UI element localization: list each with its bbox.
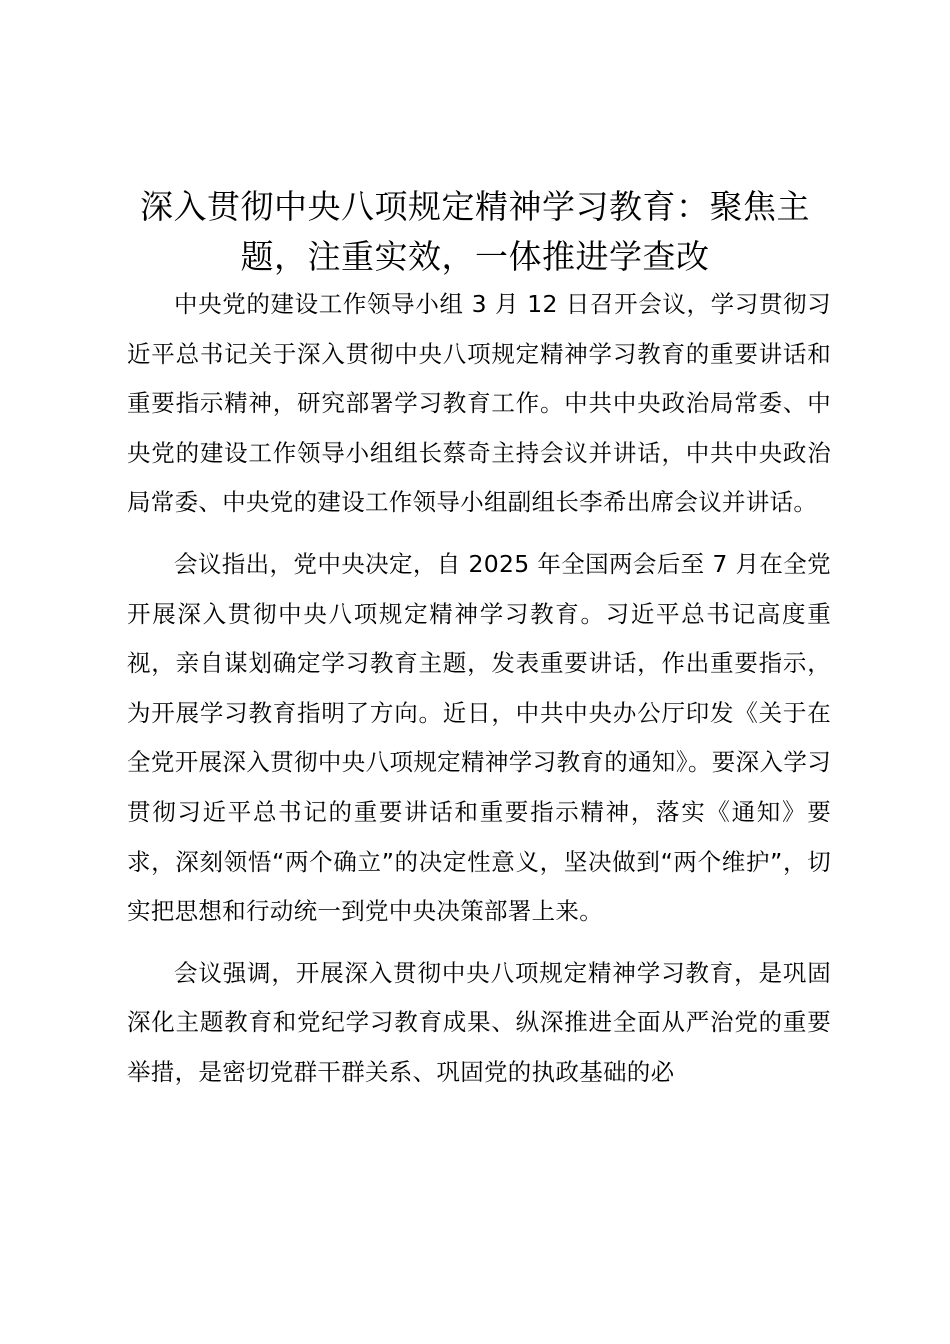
document-body xyxy=(127,280,831,1110)
document-title: 深入贯彻中央八项规定精神学习教育：聚焦主题，注重实效，一体推进学查改 xyxy=(140,187,810,276)
paragraph-meeting-points: 会议指出，党中央决定，自 2025 年全国两会后至 7 月在全党开展深入贯彻中央八项规定精神学习教育。习近平总书记高度重视，亲自谋划确定学习教育主题，发表重要讲话，作出重要指示，为开展学习教育指明了方向。近日，中共中央办公厅印发《关于在全党开展深入贯彻中央八项规定精神学习教育的通知》。要深入学习贯彻习近平总书记的重要讲话和重要指示精神，落实《通知》要求，深刻领悟“两个确立”的决定性意义，坚决做到“两个维护”，切实把思想和行动统一到党中央决策部署上来。 xyxy=(127,549,831,926)
paragraph-meeting-summary: 中央党的建设工作领导小组 3 月 12 日召开会议，学习贯彻习近平总书记关于深入贯彻中央八项规定精神学习教育的重要讲话和重要指示精神，研究部署学习教育工作。中共中央政治局常委、中央党的建设工作领导小组组长蔡奇主持会议并讲话，中共中央政治局常委、中央党的建设工作领导小组副组长李希出席会议并讲话。 xyxy=(127,290,831,517)
paragraph-meeting-emphasis: 会议强调，开展深入贯彻中央八项规定精神学习教育，是巩固深化主题教育和党纪学习教育成果、纵深推进全面从严治党的重要举措，是密切党群干群关系、巩固党的执政基础的必 xyxy=(127,958,831,1086)
